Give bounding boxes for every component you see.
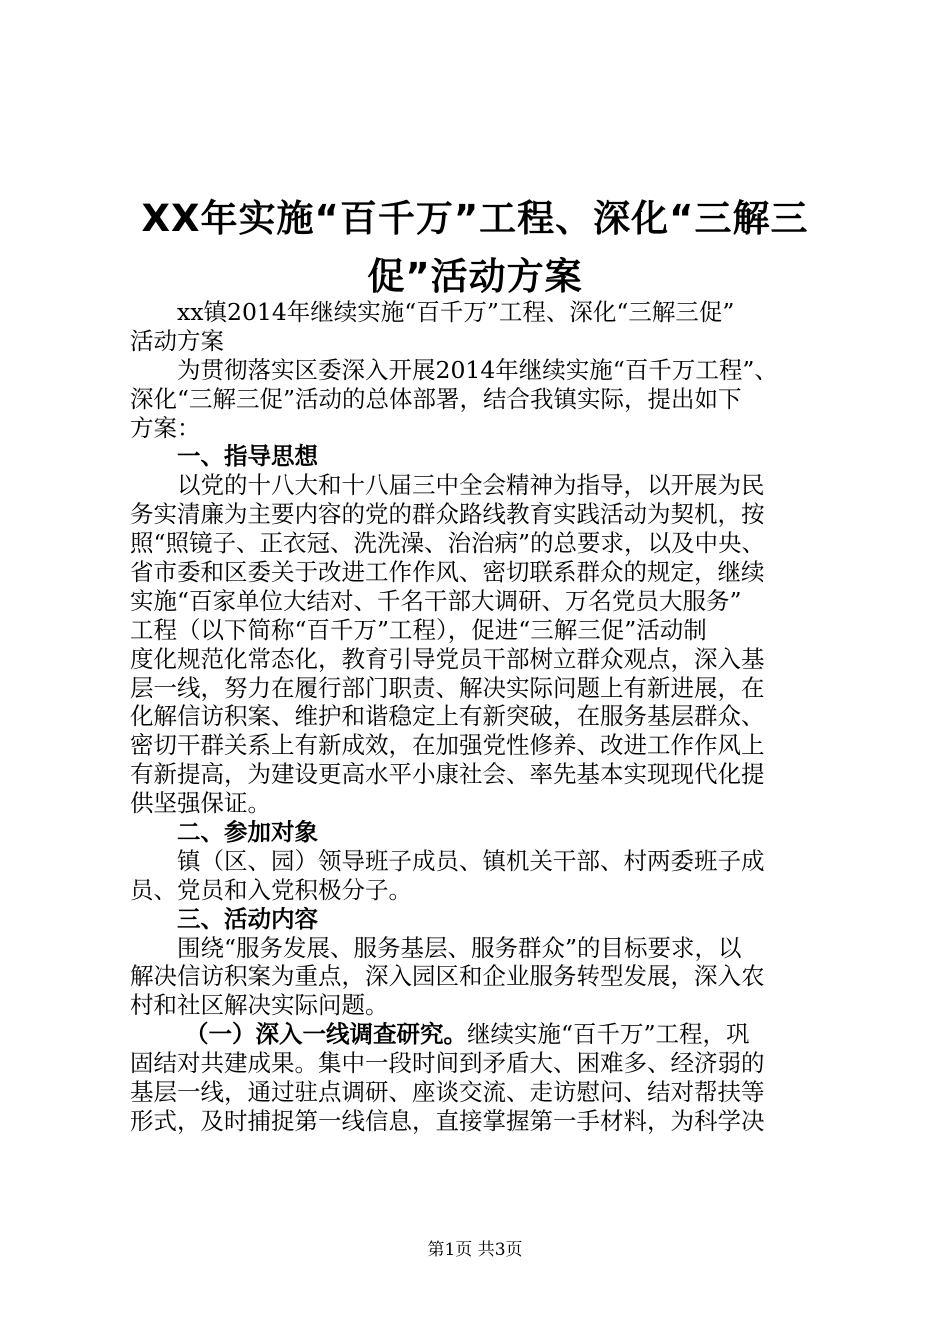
section1-line: 以党的十八大和十八届三中全会精神为指导，以开展为民 bbox=[177, 471, 765, 500]
section-heading-guiding-thought: 一、指导思想 bbox=[177, 442, 318, 471]
intro-line-1: 为贯彻落实区委深入开展2014年继续实施“百千万工程”、 bbox=[177, 355, 778, 384]
section1-line: 层一线，努力在履行部门职责、解决实际问题上有新进展，在 bbox=[130, 673, 765, 702]
section1-line: 照“照镜子、正衣冠、洗洗澡、治治病”的总要求，以及中央、 bbox=[130, 529, 766, 558]
document-title-line-2: 促”活动方案 bbox=[367, 255, 583, 298]
section1-line: 有新提高，为建设更高水平小康社会、率先基本实现现代化提 bbox=[130, 760, 765, 789]
item1-first-line bbox=[130, 1020, 830, 1049]
section1-line: 省市委和区委关于改进工作作风、密切联系群众的规定，继续 bbox=[130, 558, 765, 587]
item1-lead: （一）深入一线调查研究。 bbox=[185, 1020, 467, 1049]
section-heading-participants: 二、参加对象 bbox=[177, 818, 318, 847]
item1-line: 基层一线，通过驻点调研、座谈交流、走访慰问、结对帮扶等 bbox=[130, 1078, 765, 1107]
subtitle-line-2: 活动方案 bbox=[130, 326, 224, 355]
subtitle-line-1: xx镇2014年继续实施“百千万”工程、深化“三解三促” bbox=[177, 298, 735, 326]
page-number: 第1页 共3页 bbox=[427, 1240, 523, 1260]
section3-line: 村和社区解决实际问题。 bbox=[130, 991, 389, 1020]
section1-line: 化解信访积案、维护和谐稳定上有新突破，在服务基层群众、 bbox=[130, 702, 765, 731]
section1-line: 供坚强保证。 bbox=[130, 789, 271, 818]
section2-line: 员、党员和入党积极分子。 bbox=[130, 875, 412, 904]
section1-line: 实施“百家单位大结对、千名干部大调研、万名党员大服务” bbox=[130, 586, 742, 615]
section2-line: 镇（区、园）领导班子成员、镇机关干部、村两委班子成 bbox=[177, 846, 765, 875]
section1-line: 工程（以下简称“百千万”工程），促进“三解三促”活动制 bbox=[130, 615, 707, 644]
intro-line-3: 方案： bbox=[130, 413, 201, 442]
section3-line: 围绕“服务发展、服务基层、服务群众”的目标要求，以 bbox=[177, 933, 742, 962]
document-title-line-1: XX年实施“百千万”工程、深化“三解三 bbox=[141, 197, 809, 240]
item1-first-rest: 继续实施“百千万”工程，巩 bbox=[467, 1020, 750, 1049]
item1-line: 形式，及时捕捉第一线信息，直接掌握第一手材料，为科学决 bbox=[130, 1106, 765, 1135]
item1-line: 固结对共建成果。集中一段时间到矛盾大、困难多、经济弱的 bbox=[130, 1049, 765, 1078]
section3-line: 解决信访积案为重点，深入园区和企业服务转型发展，深入农 bbox=[130, 962, 765, 991]
section-heading-activities: 三、活动内容 bbox=[177, 904, 318, 933]
section1-line: 密切干群关系上有新成效，在加强党性修养、改进工作作风上 bbox=[130, 731, 765, 760]
section1-line: 务实清廉为主要内容的党的群众路线教育实践活动为契机，按 bbox=[130, 500, 765, 529]
intro-line-2: 深化“三解三促”活动的总体部署，结合我镇实际，提出如下 bbox=[130, 384, 742, 413]
document-body bbox=[130, 298, 830, 1136]
section1-line: 度化规范化常态化，教育引导党员干部树立群众观点，深入基 bbox=[130, 644, 765, 673]
